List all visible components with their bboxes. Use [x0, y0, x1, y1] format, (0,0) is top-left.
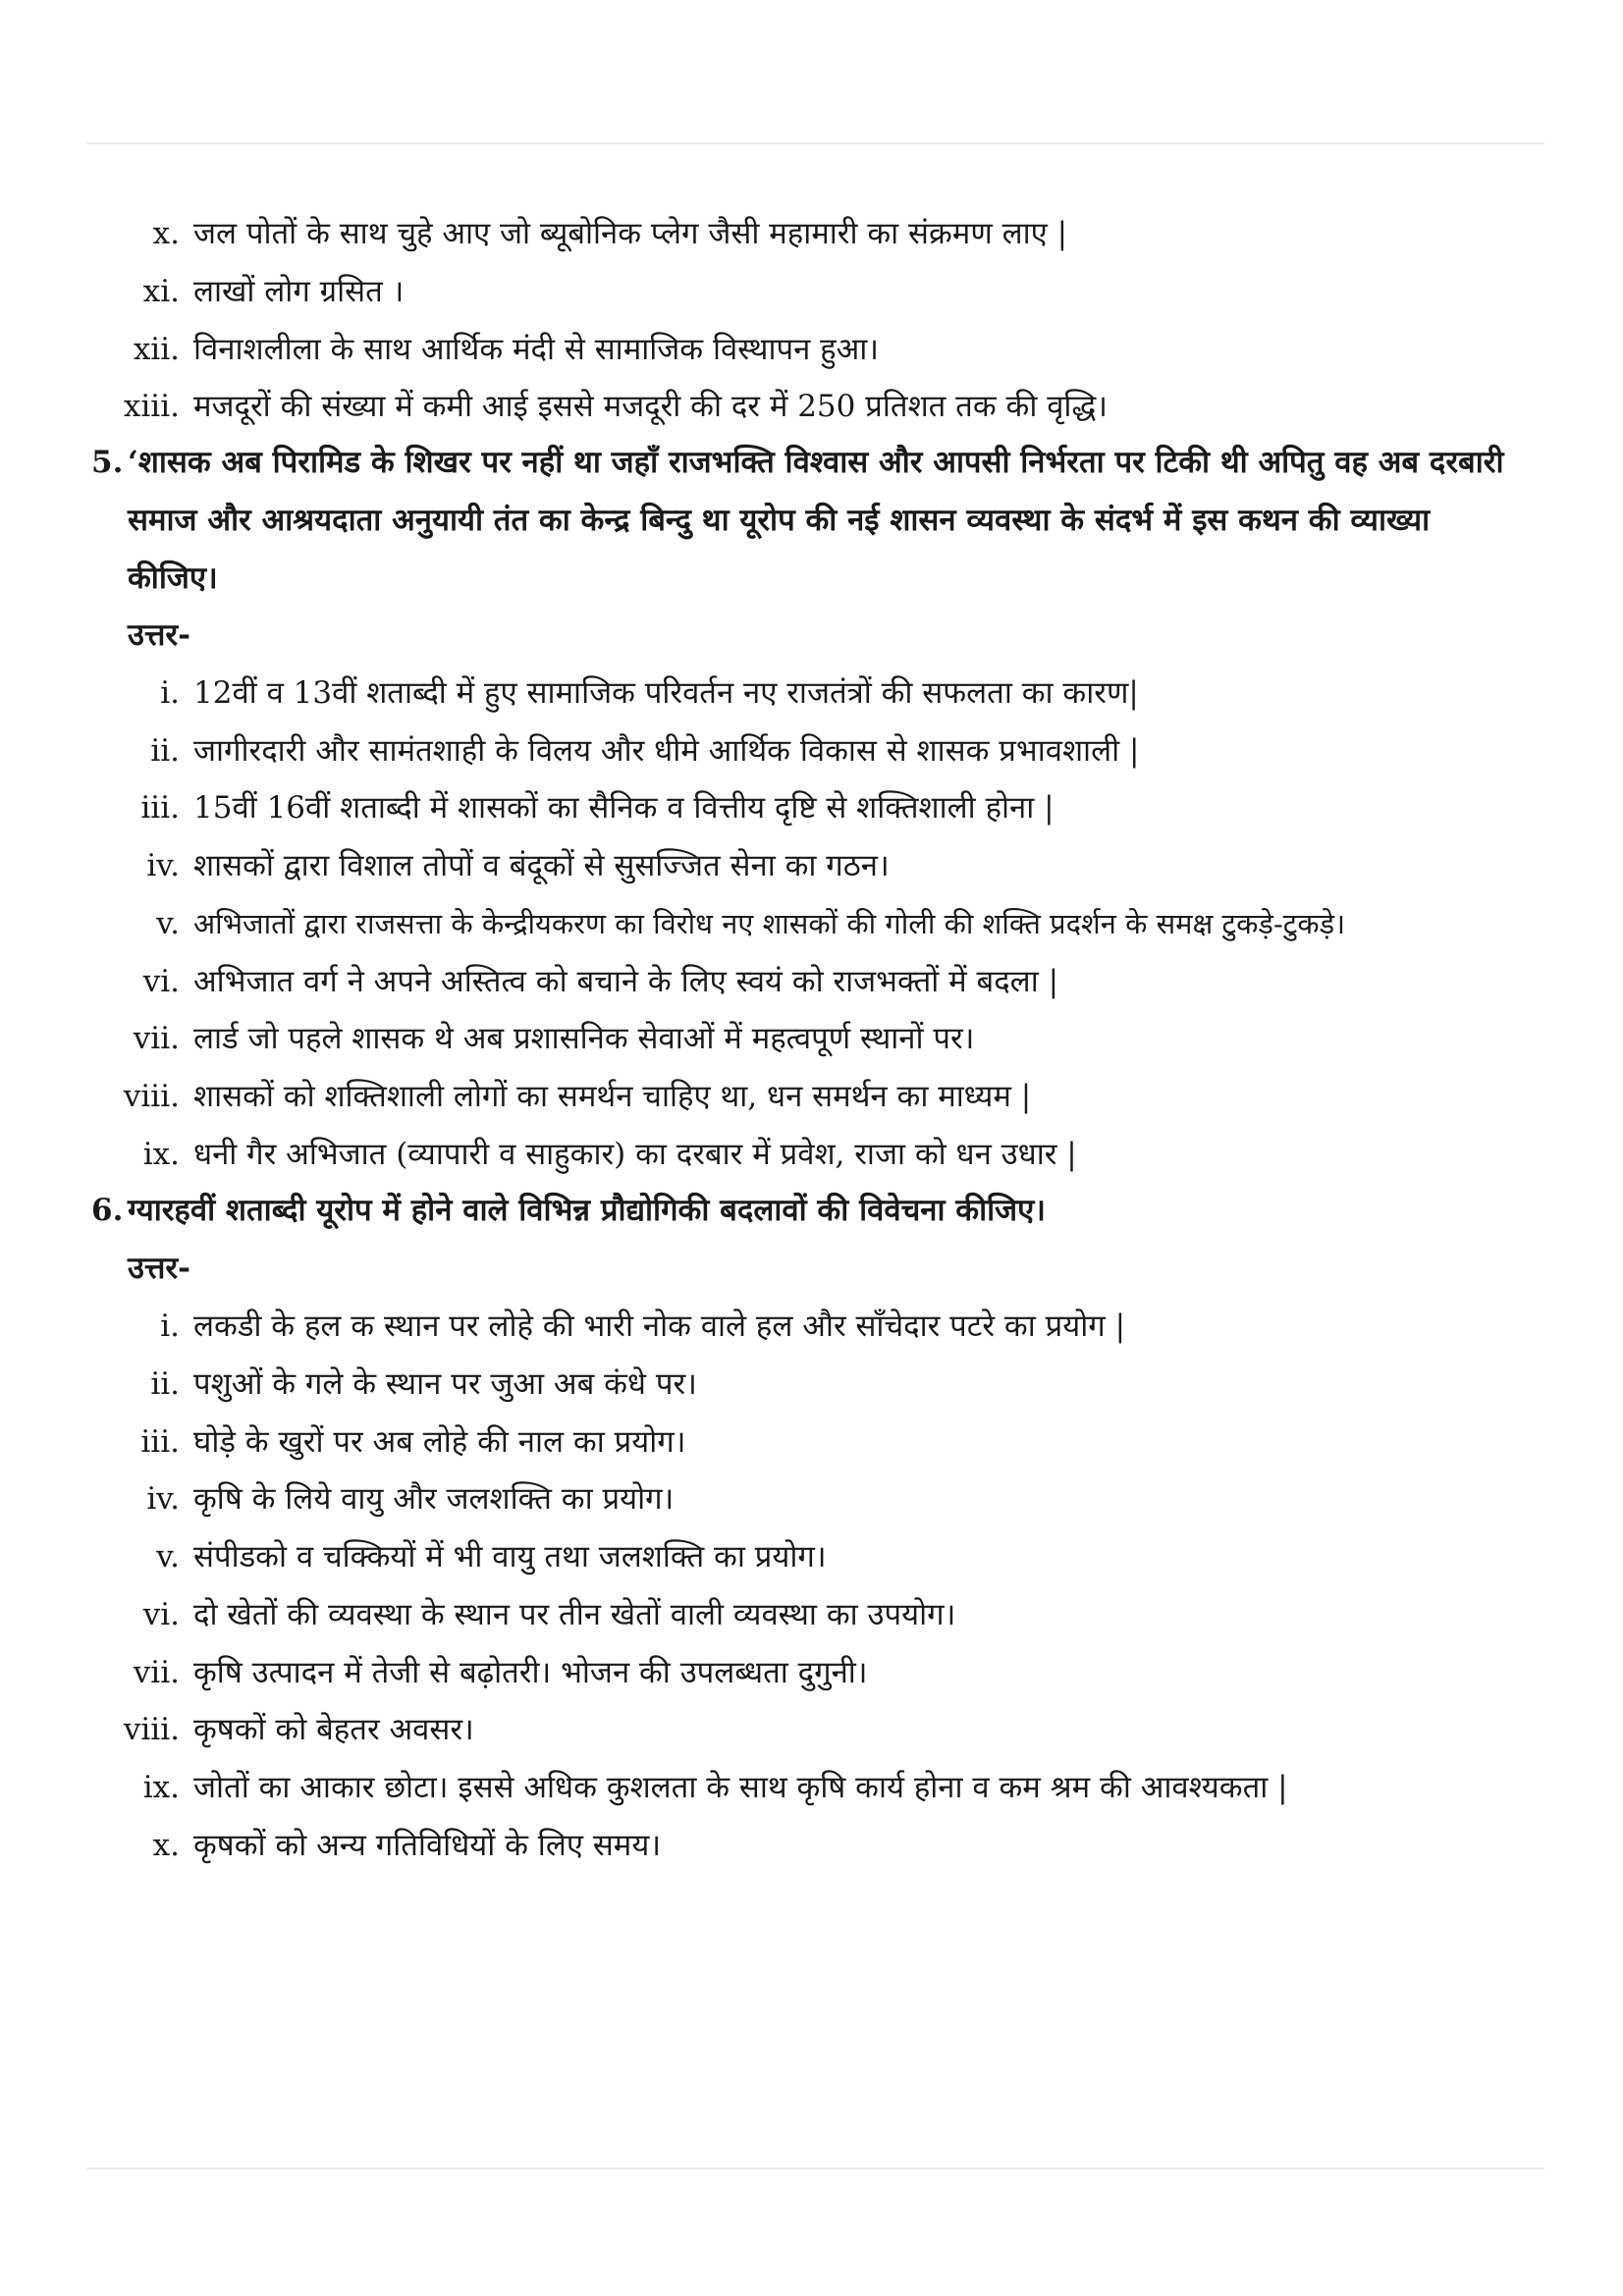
question-line: ‘शासक अब पिरामिड के शिखर पर नहीं था जहाँ राजभक्ति विश्वास और आपसी निर्भरता पर टिकी थी अपितु वह अब दरबारी: [128, 445, 1504, 480]
item-text: मजदूरों की संख्या में कमी आई इससे मजदूरी की दर में 250 प्रतिशत तक की वृद्धि।: [193, 389, 1108, 424]
item-text: अभिजात वर्ग ने अपने अस्तित्व को बचाने के लिए स्वयं को राजभक्तों में बदला |: [193, 964, 1059, 999]
answer-label: उत्तर-: [128, 617, 190, 653]
item-text: जल पोतों के साथ चुहे आए जो ब्यूबोनिक प्लेग जैसी महामारी का संक्रमण लाए |: [193, 216, 1068, 251]
item-text: शासकों द्वारा विशाल तोपों व बंदूकों से सुसज्जित सेना का गठन।: [193, 848, 890, 883]
top-rule: [86, 142, 1544, 144]
item-number: i.: [160, 1308, 180, 1344]
item-number: iii.: [140, 1424, 180, 1460]
question-line: कीजिए।: [128, 561, 218, 596]
item-number: x.: [152, 216, 180, 251]
item-number: ii.: [150, 733, 180, 769]
item-number: v.: [156, 1539, 180, 1575]
item-text: कृषि उत्पादन में तेजी से बढ़ोतरी। भोजन की उपलब्धता दुगुनी।: [193, 1655, 868, 1690]
item-text: कृषि के लिये वायु और जलशक्ति का प्रयोग।: [193, 1481, 675, 1517]
question-number: 5.: [91, 445, 124, 480]
item-number: ii.: [150, 1366, 180, 1402]
question-line: समाज और आश्रयदाता अनुयायी तंत का केन्द्र बिन्दु था यूरोप की नई शासन व्यवस्था के संदर्भ में इस कथन की व्याख्या: [128, 503, 1431, 538]
item-text: 12वीं व 13वीं शताब्दी में हुए सामाजिक परिवर्तन नए राजतंत्रों की सफलता का कारण|: [193, 675, 1139, 711]
item-text: विनाशलीला के साथ आर्थिक मंदी से सामाजिक विस्थापन हुआ।: [193, 332, 880, 367]
item-number: xiii.: [123, 389, 180, 424]
item-number: iv.: [146, 848, 180, 883]
item-number: iii.: [140, 790, 180, 826]
item-number: vii.: [133, 1655, 180, 1690]
item-text: धनी गैर अभिजात (व्यापारी व साहुकार) का दरबार में प्रवेश, राजा को धन उधार |: [193, 1137, 1077, 1172]
item-number: v.: [156, 906, 180, 941]
question-line: ग्यारहवीं शताब्दी यूरोप में होने वाले विभिन्न प्रौद्योगिकी बदलावों की विवेचना कीजिए।: [128, 1193, 1047, 1228]
item-text: संपीडको व चक्कियों में भी वायु तथा जलशक्ति का प्रयोग।: [193, 1539, 827, 1575]
item-number: x.: [152, 1828, 180, 1863]
bottom-rule: [86, 2167, 1544, 2169]
item-text: दो खेतों की व्यवस्था के स्थान पर तीन खेतों वाली व्यवस्था का उपयोग।: [193, 1597, 956, 1632]
item-number: vii.: [133, 1021, 180, 1056]
item-number: viii.: [123, 1712, 180, 1747]
item-text: लाखों लोग ग्रसित ।: [193, 274, 405, 309]
answer-label: उत्तर-: [128, 1251, 190, 1286]
item-number: ix.: [142, 1770, 180, 1805]
item-text: पशुओं के गले के स्थान पर जुआ अब कंधे पर।: [193, 1366, 697, 1402]
question-number: 6.: [91, 1193, 124, 1228]
item-number: xi.: [142, 274, 180, 309]
item-number: ix.: [142, 1137, 180, 1172]
item-text: लकडी के हल क स्थान पर लोहे की भारी नोक वाले हल और साँचेदार पटरे का प्रयोग |: [193, 1308, 1126, 1344]
item-text: अभिजातों द्वारा राजसत्ता के केन्द्रीयकरण का विरोध नए शासकों की गोली की शक्ति प्रदर्शन के समक्ष टुकड़े-टुकड़े।: [193, 907, 1346, 940]
item-text: कृषकों को बेहतर अवसर।: [193, 1712, 474, 1747]
item-number: i.: [160, 675, 180, 711]
item-text: कृषकों को अन्य गतिविधियों के लिए समय।: [193, 1828, 662, 1863]
item-number: vi.: [142, 1597, 180, 1632]
item-text: 15वीं 16वीं शताब्दी में शासकों का सैनिक व वित्तीय दृष्टि से शक्तिशाली होना |: [193, 790, 1055, 826]
item-text: लार्ड जो पहले शासक थे अब प्रशासनिक सेवाओं में महत्वपूर्ण स्थानों पर।: [193, 1021, 975, 1056]
item-text: जागीरदारी और सामंतशाही के विलय और धीमे आर्थिक विकास से शासक प्रभावशाली |: [193, 733, 1140, 769]
item-number: iv.: [146, 1481, 180, 1517]
item-text: घोड़े के खुरों पर अब लोहे की नाल का प्रयोग।: [193, 1424, 686, 1460]
item-number: xii.: [133, 332, 180, 367]
item-text: शासकों को शक्तिशाली लोगों का समर्थन चाहिए था, धन समर्थन का माध्यम |: [193, 1079, 1032, 1114]
item-number: vi.: [142, 964, 180, 999]
item-text: जोतों का आकार छोटा। इससे अधिक कुशलता के साथ कृषि कार्य होना व कम श्रम की आवश्यकता |: [193, 1770, 1288, 1805]
item-number: viii.: [123, 1079, 180, 1114]
